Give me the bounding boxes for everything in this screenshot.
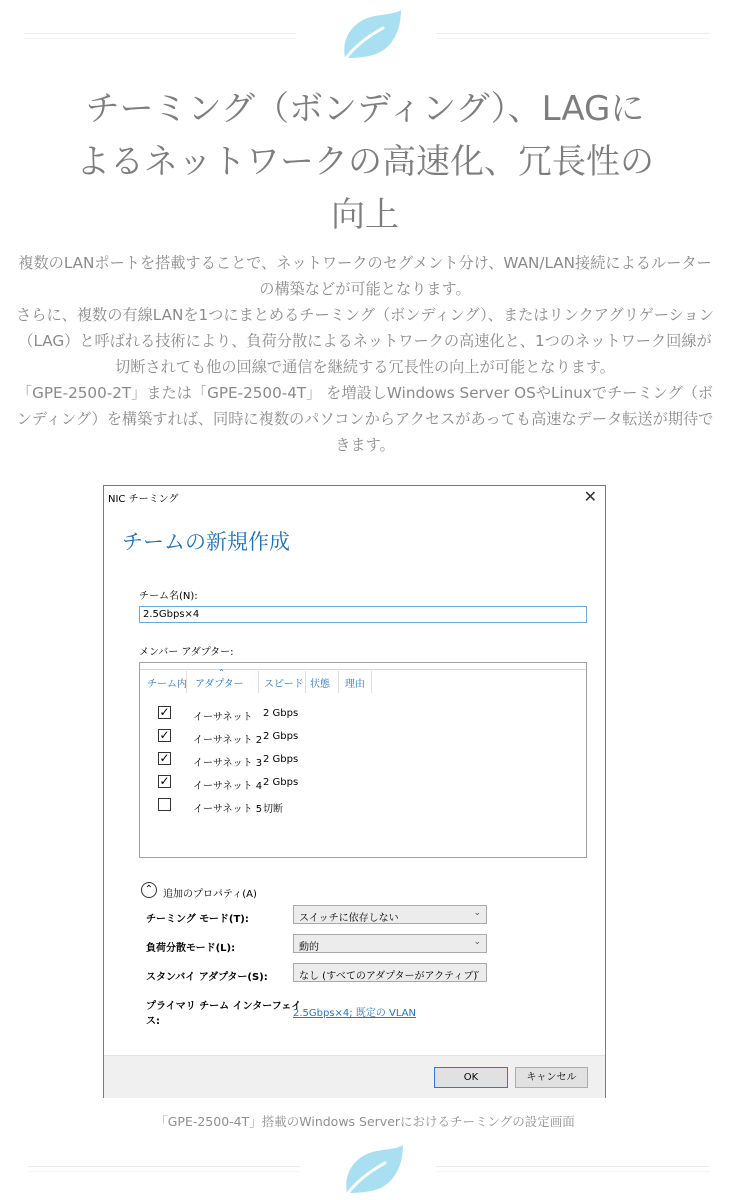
- table-row[interactable]: [140, 703, 586, 723]
- adapter-checkbox[interactable]: [158, 798, 171, 811]
- column-header-in-team[interactable]: チーム内: [147, 679, 187, 690]
- ok-button[interactable]: OK: [434, 1067, 508, 1088]
- column-header-adapter[interactable]: アダプター: [195, 679, 244, 690]
- cancel-button[interactable]: キャンセル: [515, 1067, 588, 1088]
- chevron-down-icon: ⌄: [473, 908, 481, 918]
- table-row[interactable]: [140, 726, 586, 746]
- additional-properties-toggle[interactable]: 追加のプロパティ(A): [163, 889, 257, 900]
- chevron-down-icon: ⌄: [473, 937, 481, 947]
- member-adapters-label: メンバー アダプター:: [139, 647, 234, 658]
- sort-ascending-icon: ⌃: [218, 668, 225, 677]
- adapter-speed: 2 Gbps: [263, 731, 299, 742]
- column-separator: [305, 671, 306, 693]
- leaf-icon: [341, 1143, 407, 1199]
- page-title-line: よるネットワークの高速化、冗長性の: [76, 142, 654, 182]
- adapter-checkbox[interactable]: ✓: [159, 774, 170, 788]
- dialog-title: NIC チーミング: [108, 494, 179, 505]
- adapter-speed: 切断: [263, 804, 283, 815]
- chevron-down-icon: ⌄: [473, 966, 481, 976]
- load-balancing-mode-label: 負荷分散モード(L):: [146, 943, 236, 954]
- intro-paragraph: 複数のLANポートを搭載することで、ネットワークのセグメント分け、WAN/LAN接続によるルーターの構築などが可能となります。: [18, 254, 712, 298]
- dialog-titlebar: [104, 486, 605, 508]
- column-separator: [186, 671, 187, 693]
- adapter-name: イーサネット 5: [193, 804, 263, 815]
- page-title: [40, 83, 690, 242]
- adapter-checkbox[interactable]: ✓: [159, 728, 170, 742]
- member-adapters-list[interactable]: [139, 662, 587, 858]
- team-name-input[interactable]: [139, 606, 587, 623]
- collapse-chevron-up-icon[interactable]: ⌃: [141, 882, 157, 898]
- standby-adapter-value: なし (すべてのアダプターがアクティブ): [299, 971, 478, 982]
- intro-text: [12, 250, 718, 458]
- primary-team-interface-label-line: ス:: [146, 1016, 160, 1027]
- column-header-status[interactable]: 状態: [310, 679, 330, 690]
- nic-teaming-dialog: [103, 485, 606, 1098]
- primary-team-interface-link[interactable]: 2.5Gbps×4; 既定の VLAN: [293, 1008, 416, 1019]
- primary-team-interface-label: [146, 997, 301, 1027]
- leaf-icon: [339, 8, 405, 64]
- adapter-speed: 2 Gbps: [263, 777, 299, 788]
- column-header-reason[interactable]: 理由: [345, 679, 365, 690]
- page-title-line: 向上: [331, 195, 399, 235]
- column-header-speed[interactable]: スピード: [264, 679, 304, 690]
- standby-adapter-label: スタンバイ アダプター(S):: [146, 972, 268, 983]
- adapter-name: イーサネット: [193, 712, 253, 723]
- column-separator: [258, 671, 259, 693]
- dialog-footer: [104, 1055, 605, 1098]
- page-title-line: チーミング（ボンディング）、LAGに: [85, 89, 645, 129]
- table-row[interactable]: [140, 795, 586, 815]
- adapter-checkbox[interactable]: ✓: [159, 705, 170, 719]
- adapter-checkbox[interactable]: ✓: [159, 751, 170, 765]
- adapter-name: イーサネット 4: [193, 781, 263, 792]
- column-separator: [338, 671, 339, 693]
- close-icon[interactable]: ✕: [583, 487, 597, 506]
- load-balancing-mode-value: 動的: [299, 942, 319, 953]
- wizard-heading: チームの新規作成: [122, 531, 290, 554]
- table-row[interactable]: [140, 749, 586, 769]
- adapter-name: イーサネット 2: [193, 735, 263, 746]
- adapter-speed: 2 Gbps: [263, 754, 299, 765]
- list-divider: [140, 669, 586, 670]
- table-row[interactable]: [140, 772, 586, 792]
- team-name-label: チーム名(N):: [139, 591, 198, 602]
- teaming-mode-value: スイッチに依存しない: [299, 913, 399, 924]
- primary-team-interface-label-line: プライマリ チーム インターフェイ: [146, 1001, 302, 1012]
- column-separator: [371, 671, 372, 693]
- intro-paragraph: さらに、複数の有線LANを1つにまとめるチーミング（ボンディング）、またはリンクアグリゲーション（LAG）と呼ばれる技術により、負荷分散によるネットワークの高速化と、1つのネットワーク回線が切断されても他の回線で通信を継続する冗長性の向上が可能となります。: [16, 306, 714, 376]
- adapter-name: イーサネット 3: [193, 758, 263, 769]
- adapter-speed: 2 Gbps: [263, 708, 299, 719]
- load-balancing-mode-select[interactable]: [293, 934, 487, 953]
- intro-paragraph: 「GPE-2500-2T」または「GPE-2500-4T」 を増設しWindows Server OSやLinuxでチーミング（ボンディング）を構築すれば、同時に複数のパソコンからアクセスがあっても高速なデータ転送が期待できます。: [16, 384, 714, 454]
- standby-adapter-select[interactable]: [293, 963, 487, 982]
- figure-caption: 「GPE-2500-4T」搭載のWindows Serverにおけるチーミングの設定画面: [155, 1114, 575, 1129]
- teaming-mode-select[interactable]: [293, 905, 487, 924]
- teaming-mode-label: チーミング モード(T):: [146, 914, 249, 925]
